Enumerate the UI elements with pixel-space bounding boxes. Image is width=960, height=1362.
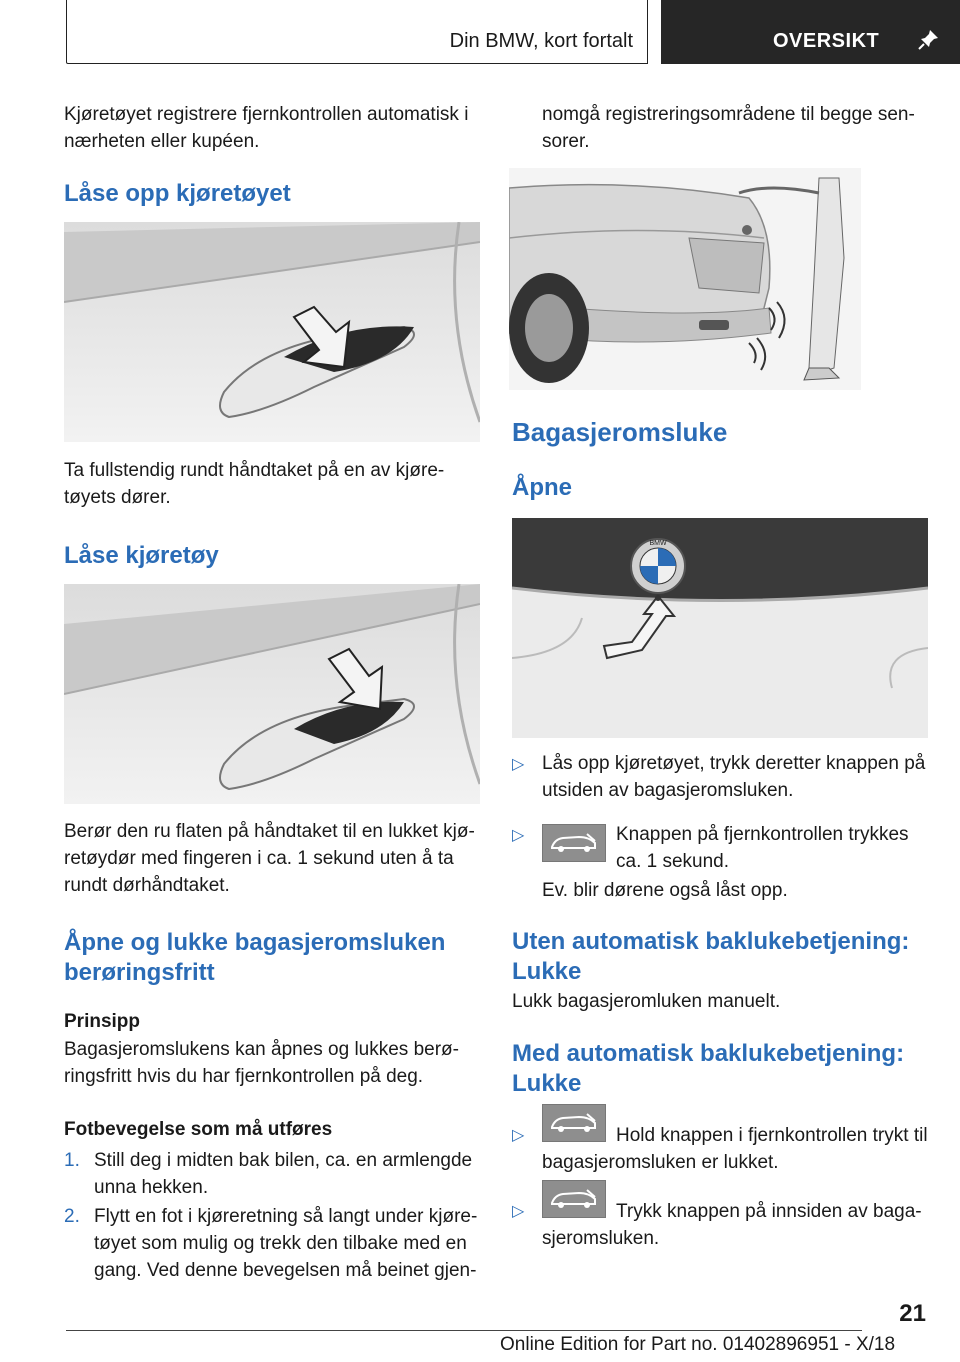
open-step-text: Knappen på fjernkontrollen trykkes ca. 1 sekund. [616, 824, 909, 872]
triangle-right-icon: ▷ [512, 1203, 525, 1220]
step-number: 2. [64, 1206, 80, 1227]
heading-unlock: Låse opp kjøretøyet [64, 180, 291, 207]
auto-step-text: Trykk knappen på innsiden av baga-sjeromsluken. [542, 1201, 922, 1249]
trunk-button-image [512, 518, 928, 738]
header-tab-label: OVERSIKT [773, 30, 880, 52]
unlock-paragraph: Ta fullstendig rundt håndtaket på en av kjøre-tøyets dører. [64, 460, 445, 508]
triangle-right-icon: ▷ [512, 827, 525, 844]
heading-trunk-touchless: Åpne og lukke bagasjeromsluken berøringsfritt [64, 929, 446, 986]
triangle-right-icon: ▷ [512, 1127, 525, 1144]
heading-open: Åpne [512, 474, 572, 501]
continuation-paragraph: nomgå registreringsområdene til begge sen-sorer. [542, 104, 915, 152]
step-text: Flytt en fot i kjøreretning så langt under kjøre-tøyet som mulig og trekk den tilbake med en gang. Ved denne bevegelsen må beinet gjen- [94, 1206, 478, 1281]
heading-auto: Med automatisk baklukebetjening: Lukke [512, 1040, 905, 1097]
header-section-label: Din BMW, kort fortalt [449, 30, 633, 52]
heading-no-auto: Uten automatisk baklukebetjening: Lukke [512, 928, 910, 985]
pin-icon [918, 28, 940, 50]
header-section-box [66, 0, 648, 64]
step-text: Still deg i midten bak bilen, ca. en armlengde unna hekken. [94, 1150, 473, 1198]
header-tab[interactable] [661, 0, 960, 64]
heading-trunk: Bagasjeromsluke [512, 417, 728, 447]
auto-step-item [512, 1104, 930, 1173]
heading-lock: Låse kjøretøy [64, 542, 219, 569]
page-number: 21 [899, 1300, 926, 1327]
step-number: 1. [64, 1150, 80, 1171]
door-handle-unlock-image [64, 222, 480, 442]
auto-step-text: Hold knappen i fjernkontrollen trykt til bagasjeromsluken er lukket. [542, 1125, 928, 1173]
principle-title: Prinsipp [64, 1011, 141, 1032]
bmw-logo-text: BMW [649, 540, 667, 547]
lock-paragraph: Berør den ru flaten på håndtaket til en lukket kjø-retøydør med fingeren i ca. 1 sekund uten å ta rundt dørhåndtaket. [64, 821, 475, 896]
open-step-text: Lås opp kjøretøyet, trykk deretter knappen på utsiden av bagasjeromsluken. [542, 753, 926, 801]
no-auto-paragraph: Lukk bagasjeromluken manuelt. [512, 991, 781, 1012]
foot-title: Fotbevegelse som må utføres [64, 1119, 333, 1140]
triangle-right-icon: ▷ [512, 756, 525, 773]
auto-step-item [512, 1180, 930, 1249]
car-trunk-key-icon [542, 824, 606, 862]
open-note: Ev. blir dørene også låst opp. [542, 880, 788, 901]
intro-paragraph: Kjøretøyet registrere fjernkontrollen automatisk i nærheten eller kupéen. [64, 104, 469, 152]
door-handle-lock-image [64, 584, 480, 804]
principle-text: Bagasjeromslukens kan åpnes og lukkes berø-ringsfritt hvis du har fjernkontrollen på deg. [64, 1039, 459, 1087]
footer-divider [66, 1330, 862, 1331]
footer-edition: Online Edition for Part no. 01402896951 - X/18 [500, 1334, 896, 1355]
trunk-foot-sensor-image [509, 168, 861, 390]
